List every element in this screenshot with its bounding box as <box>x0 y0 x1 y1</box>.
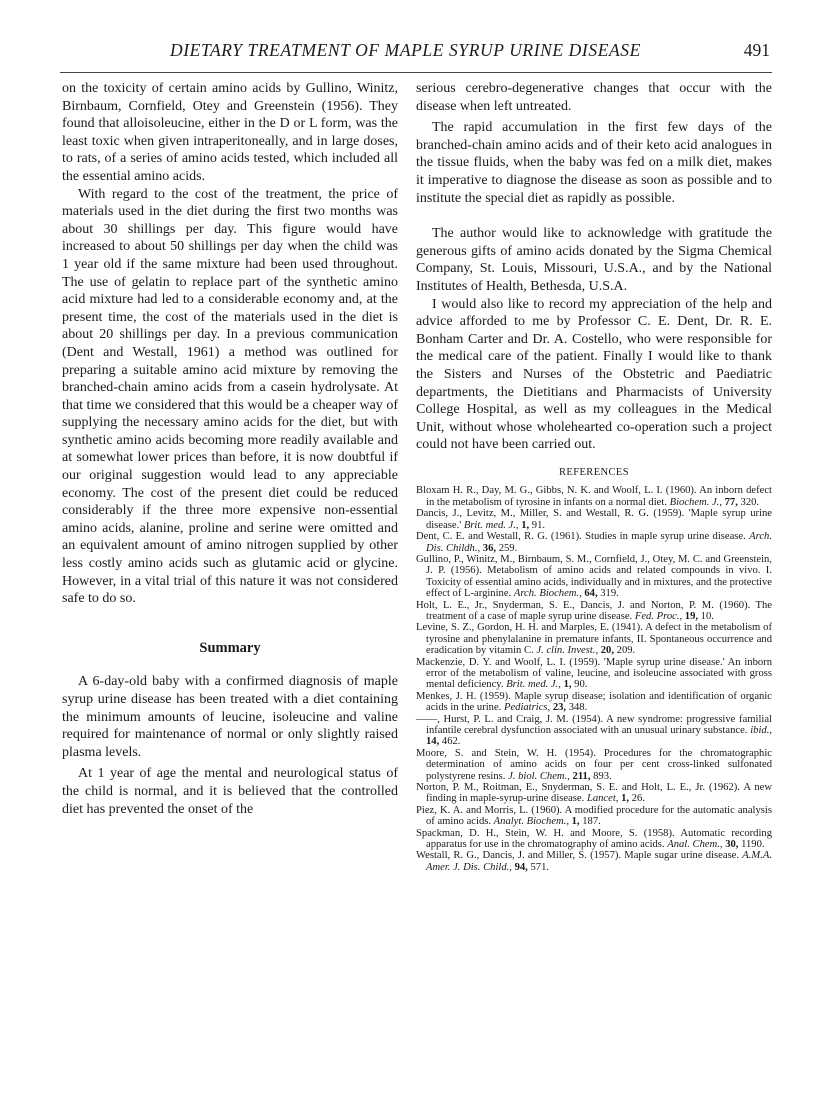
reference-volume: 77, <box>721 496 738 508</box>
reference-text: Menkes, J. H. (1959). Maple syrup disease; isolation and identification of organic acids in the urine. <box>416 690 772 714</box>
reference-journal: A.M.A. Amer. J. Dis. Child., <box>426 850 772 873</box>
summary-heading: Summary <box>199 639 261 656</box>
reference-page: 1190. <box>738 839 765 851</box>
references-list <box>416 485 772 873</box>
reference-text: Holt, L. E., Jr., Snyderman, S. E., Dancis, J. and Norton, P. M. (1960). The treatment of a case of maple syrup urine disease. <box>416 599 772 622</box>
body-paragraph: on the toxicity of certain amino acids by Gullino, Winitz, Birnbaum, Cornfield, Otey and Greenstein (1956). They found that alloisoleucine, either in the D or L form, was the least toxic when given intraperitoneally, and in large doses, to rats, of a series of amino acids tested, which included all the essential amino acids. <box>62 81 398 184</box>
reference-page: 893. <box>590 770 612 782</box>
reference-entry <box>416 691 772 714</box>
reference-entry <box>416 554 772 600</box>
reference-page: 319. <box>597 588 619 600</box>
reference-text: ——, Hurst, P. L. and Craig, J. M. (1954). A new syndrome: progressive familial infantile cerebral dysfunction associated with an unusual urinary substance. <box>416 713 772 736</box>
reference-journal: Brit. med. J., <box>506 679 561 691</box>
reference-entry <box>416 531 772 554</box>
reference-journal: Fed. Proc., <box>634 610 683 622</box>
reference-entry <box>416 714 772 748</box>
reference-volume: 1, <box>518 519 530 531</box>
right-column <box>416 80 772 873</box>
summary-paragraph: A 6-day-old baby with a confirmed diagnosis of maple syrup urine disease has been treated with a diet containing the minimum amounts of leucine, isoleucine and valine required for maintenance of normal or only slightly raised plasma levels. <box>62 674 398 760</box>
running-title: DIETARY TREATMENT OF MAPLE SYRUP URINE DISEASE <box>170 40 641 60</box>
left-column <box>62 80 398 818</box>
reference-entry <box>416 782 772 805</box>
reference-entry <box>416 600 772 623</box>
reference-entry <box>416 850 772 873</box>
reference-page: 462. <box>439 736 461 748</box>
reference-journal: Lancet, <box>586 793 619 805</box>
reference-journal: Brit. med. J., <box>463 519 519 531</box>
reference-page: 90. <box>571 679 588 691</box>
reference-page: 91. <box>529 519 546 531</box>
reference-volume: 211, <box>569 770 591 782</box>
reference-journal: Pediatrics, <box>503 702 551 714</box>
summary-paragraph: At 1 year of age the mental and neurological status of the child is normal, and it is believed that the controlled diet has prevented the onset of the <box>62 766 398 817</box>
reference-journal: J. clin. Invest., <box>536 645 599 657</box>
references-heading: REFERENCES <box>559 466 629 478</box>
reference-text: Moore, S. and Stein, W. H. (1954). Procedures for the chromatographic determination of amino acids on four per cent cross-linked sulfonated polystyrene resins. <box>416 747 772 782</box>
reference-volume: 36, <box>480 542 497 554</box>
reference-text: Norton, P. M., Roitman, E., Snyderman, S. E. and Holt, L. E., Jr. (1962). A new finding in maple-syrup-urine disease. <box>416 782 772 805</box>
running-header <box>170 40 770 70</box>
reference-page: 26. <box>629 793 645 805</box>
reference-text: Piez, K. A. and Morris, L. (1960). A modified procedure for the automatic analysis of amino acids. <box>416 804 772 828</box>
reference-volume: 1, <box>568 816 580 828</box>
reference-text: Levine, S. Z., Gordon, H. H. and Marples, E. (1941). A defect in the metabolism of tyrosine and phenylalanine in premature infants, II. Spontaneous occurrence and eradication by vitamin C. <box>416 622 772 657</box>
reference-entry <box>416 622 772 656</box>
reference-volume: 64, <box>581 588 598 600</box>
reference-entry <box>416 485 772 508</box>
reference-volume: 19, <box>682 610 699 622</box>
body-paragraph: The rapid accumulation in the first few days of the branched-chain amino acids and of their keto acid analogues in the tissue fluids, when the baby was fed on a milk diet, makes it imperative to diagnose the disease as soon as possible and to institute the special diet as rapidly as possible. <box>416 120 772 206</box>
reference-journal: Anal. Chem., <box>667 839 723 851</box>
reference-journal: ibid., <box>750 725 772 736</box>
reference-text: Dent, C. E. and Westall, R. G. (1961). Studies in maple syrup urine disease. <box>416 531 750 543</box>
reference-text: Bloxam H. R., Day, M. G., Gibbs, N. K. and Woolf, L. I. (1960). An inborn defect in the metabolism of tyrosine in infants on a normal diet. <box>416 485 772 508</box>
reference-page: 320. <box>737 496 760 508</box>
reference-volume: 94, <box>511 861 528 873</box>
reference-journal: Arch. Biochem., <box>513 588 582 600</box>
reference-page: 259. <box>496 542 518 554</box>
reference-volume: 30, <box>722 839 739 851</box>
body-paragraph: serious cerebro-degenerative changes that occur with the disease when left untreated. <box>416 81 772 114</box>
acknowledgement-paragraph: I would also like to record my appreciation of the help and advice afforded to me by Professor C. E. Dent, Dr. R. E. Bonham Carter and Dr. A. Costello, who were responsible for the medical care of the patient. Finally I would like to thank the Sisters and Nurses of the Obstetric and Paediatric departments, the Dietitians and Pharmacists of University College Hospital, as well as my colleagues in the Medical Unit, without whose wholehearted co-operation such a project could not have been carried out. <box>416 296 772 453</box>
reference-entry <box>416 748 772 782</box>
reference-journal: Arch. Dis. Childh., <box>426 531 772 554</box>
page-number: 491 <box>743 40 770 60</box>
reference-text: Westall, R. G., Dancis, J. and Miller, S. (1957). Maple sugar urine disease. <box>416 850 743 862</box>
reference-page: 571. <box>527 861 550 873</box>
reference-journal: Biochem. J., <box>669 496 722 508</box>
reference-entry <box>416 657 772 691</box>
reference-journal: Analyt. Biochem., <box>493 816 569 828</box>
reference-entry <box>416 828 772 851</box>
reference-journal: J. biol. Chem., <box>508 770 570 782</box>
reference-entry <box>416 508 772 531</box>
header-rule <box>60 72 772 73</box>
reference-text: Gullino, P., Winitz, M., Birnbaum, S. M., Cornfield, J., Otey, M. C. and Greenstein, J. P. (1956). Metabolism of amino acids and related compounds in vivo. I. Toxicity of essential amino acids, individually and in mixtures, and the protective effect of L-arginine. <box>416 553 772 600</box>
acknowledgement-paragraph: The author would like to acknowledge with gratitude the generous gifts of amino acids donated by the Sigma Chemical Company, St. Louis, Missouri, U.S.A., and by the National Institutes of Health, Bethesda, U.S.A. <box>416 226 772 294</box>
reference-volume: 1, <box>560 679 572 691</box>
reference-volume: 23, <box>550 702 567 714</box>
reference-page: 187. <box>579 816 601 828</box>
reference-volume: 20, <box>598 645 614 657</box>
reference-page: 209. <box>614 645 636 657</box>
reference-entry <box>416 805 772 828</box>
reference-page: 348. <box>566 702 588 714</box>
reference-page: 10. <box>698 610 714 622</box>
reference-volume: 14, <box>426 736 440 748</box>
reference-text: Spackman, D. H., Stein, W. H. and Moore, S. (1958). Automatic recording apparatus for use in the chromatography of amino acids. <box>416 827 772 851</box>
reference-text: Dancis, J., Levitz, M., Miller, S. and Westall, R. G. (1959). 'Maple syrup urine disease.' <box>416 508 772 531</box>
reference-text: Mackenzie, D. Y. and Woolf, L. I. (1959). 'Maple syrup urine disease.' An inborn error of the metabolism of valine, leucine, and isoleucine associated with gross mental deficiency. <box>416 656 772 691</box>
reference-volume: 1, <box>618 793 630 805</box>
body-paragraph: With regard to the cost of the treatment, the price of materials used in the diet during the first two months was about 30 shillings per day. This figure would have increased to about 50 shillings per day when the child was 1 year old if the same mixture had been used throughout. The use of gelatin to replace part of the synthetic amino acid mixture had led to a considerable economy and, at the present time, the cost of the materials used in the diet is about 20 shillings per day. In a previous communication (Dent and Westall, 1961) a method was outlined for preparing a suitable amino acid mixture by removing the branched-chain amino acids from a casein hydrolysate. At that time we considered that this would be a cheaper way of supplying the necessary amino acids for the diet, but with synthetic amino acids becoming more readily available and at somewhat lower prices than before, it is now doubtful if our original suggestion would lead to any appreciable economy. The cost of the present diet could be reduced considerably if the three more expensive non-essential amino acids, alanine, proline and serine were omitted and an equivalent amount of amino nitrogen supplied by other less costly amino acids such as glutamic acid or glycine. However, in a vital trial of this nature it was not considered safe to do so. <box>62 186 398 607</box>
